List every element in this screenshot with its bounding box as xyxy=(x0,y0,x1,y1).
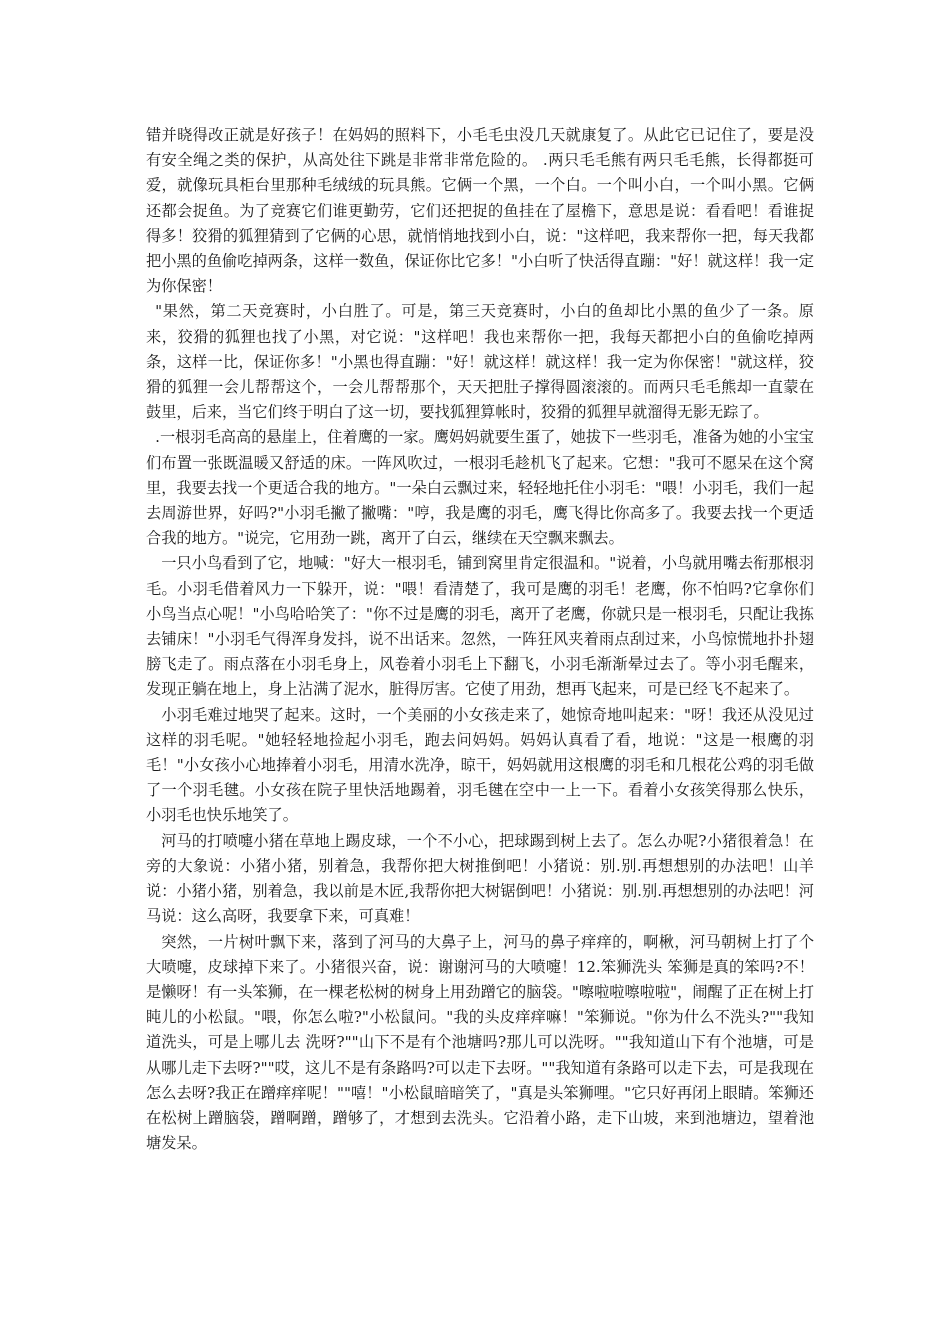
document-body xyxy=(146,123,814,1156)
paragraph-hippo-and-lion: 突然，一片树叶飘下来，落到了河马的大鼻子上，河马的鼻子痒痒的，啊楸，河马朝树上打了个大喷嚏，皮球掉下来了。小猪很兴奋，说：谢谢河马的大喷嚏！12.笨狮洗头 笨狮是真的笨吗?不！是懒呀！有一头笨狮，在一棵老松树的树身上用劲蹭它的脑袋。"嚓啦啦嚓啦啦"，闹醒了正在树上打盹儿的小松鼠。"喂，你怎么啦?"小松鼠问。"我的头皮痒痒嘛！"笨狮说。"你为什么不洗头?""我知道洗头，可是上哪儿去 洗呀?""山下不是有个池塘吗?那儿可以洗呀。""我知道山下有个池塘，可是从哪儿走下去呀?""哎，这儿不是有条路吗?可以走下去呀。""我知道有条路可以走下去，可是我现在怎么去呀?我正在蹭痒痒呢！""嘻！"小松鼠暗暗笑了，"真是头笨狮哩。"它只好再闭上眼睛。笨狮还在松树上蹭脑袋，蹭啊蹭，蹭够了，才想到去洗头。它沿着小路，走下山坡，来到池塘边，望着池塘发呆。 xyxy=(146,932,814,1153)
paragraph-feather-begin: .一根羽毛高高的悬崖上，住着鹰的一家。鹰妈妈就要生蛋了，她拔下一些羽毛，准备为她的小宝宝们布置一张既温暖又舒适的床。一阵风吹过，一根羽毛趁机飞了起来。它想："我可不愿呆在这个窝里，我要去找一个更适合我的地方。"一朵白云飘过来，轻轻地托住小羽毛："喂！小羽毛，我们一起去周游世界，好吗?"小羽毛撇了撇嘴："哼，我是鹰的羽毛，鹰飞得比你高多了。我要去找一个更适合我的地方。"说完，它用劲一跳，离开了白云，继续在天空飘来飘去。 xyxy=(146,428,814,548)
paragraph-feather-bird: 一只小鸟看到了它，地喊："好大一根羽毛，铺到窝里肯定很温和。"说着，小鸟就用嘴去衔那根羽毛。小羽毛借着风力一下躲开，说："喂！看清楚了，我可是鹰的羽毛！老鹰，你不怕吗?它拿你们小鸟当点心呢！"小鸟哈哈笑了："你不过是鹰的羽毛，离开了老鹰，你就只是一根羽毛，只配让我拣去铺床！"小羽毛气得浑身发抖，说不出话来。忽然，一阵狂风夹着雨点刮过来，小鸟惊慌地扑扑翅膀飞走了。雨点落在小羽毛身上，风卷着小羽毛上下翻飞，小羽毛渐渐晕过去了。等小羽毛醒来，发现正躺在地上，身上沾满了泥水，脏得厉害。它使了用劲，想再飞起来，可是已经飞不起来了。 xyxy=(146,554,814,699)
paragraph-caterpillar-ending-and-bears: 错并晓得改正就是好孩子！在妈妈的照料下，小毛毛虫没几天就康复了。从此它已记住了，要是没有安全绳之类的保护，从高处往下跳是非常非常危险的。 .两只毛毛熊有两只毛毛熊，长得都挺可爱，就像玩具柜台里那种毛绒绒的玩具熊。它俩一个黑，一个白。一个叫小白，一个叫小黑。它俩还都会捉鱼。为了竞赛它们谁更勤劳，它们还把捉的鱼挂在了屋檐下，意思是说：看看吧！看谁捉得多！狡猾的狐狸猜到了它俩的心思，就悄悄地找到小白，说："这样吧，我来帮你一把，每天我都把小黑的鱼偷吃掉两条，这样一数鱼，保证你比它多！"小白听了快活得直蹦："好！就这样！我一定为你保密！ xyxy=(146,126,814,296)
paragraph-hippo-sneeze: 河马的打喷嚏小猪在草地上踢皮球，一个不小心，把球踢到树上去了。怎么办呢?小猪很着急！在旁的大象说：小猪小猪，别着急，我帮你把大树推倒吧！小猪说：别.别.再想想别的办法吧！山羊说：小猪小猪，别着急，我以前是木匠,我帮你把大树锯倒吧！小猪说：别.别.再想想别的办法吧！河马说：这么高呀，我要拿下来，可真难！ xyxy=(146,831,814,926)
paragraph-bears-fox: "果然，第二天竞赛时，小白胜了。可是，第三天竞赛时，小白的鱼却比小黑的鱼少了一条。原来，狡猾的狐狸也找了小黑，对它说："这样吧！我也来帮你一把，我每天都把小白的鱼偷吃掉两条，这样一比，保证你多！"小黑也得直蹦："好！就这样！就这样！我一定为你保密！"就这样，狡猾的狐狸一会儿帮帮这个，一会儿帮帮那个，天天把肚子撑得圆滚滚的。而两只毛毛熊却一直蒙在鼓里，后来，当它们终于明白了这一切，要找狐狸算帐时，狡猾的狐狸早就溜得无影无踪了。 xyxy=(146,302,814,422)
paragraph-feather-girl: 小羽毛难过地哭了起来。这时，一个美丽的小女孩走来了，她惊奇地叫起来："呀！我还从没见过这样的羽毛呢。"她轻轻地捡起小羽毛，跑去问妈妈。妈妈认真看了看，地说："这是一根鹰的羽毛！"小女孩小心地捧着小羽毛，用清水洗净，晾干，妈妈就用这根鹰的羽毛和几根花公鸡的羽毛做了一个羽毛毽。小女孩在院子里快活地踢着，羽毛毽在空中一上一下。看着小女孩笑得那么快乐，小羽毛也快乐地笑了。 xyxy=(146,705,814,825)
